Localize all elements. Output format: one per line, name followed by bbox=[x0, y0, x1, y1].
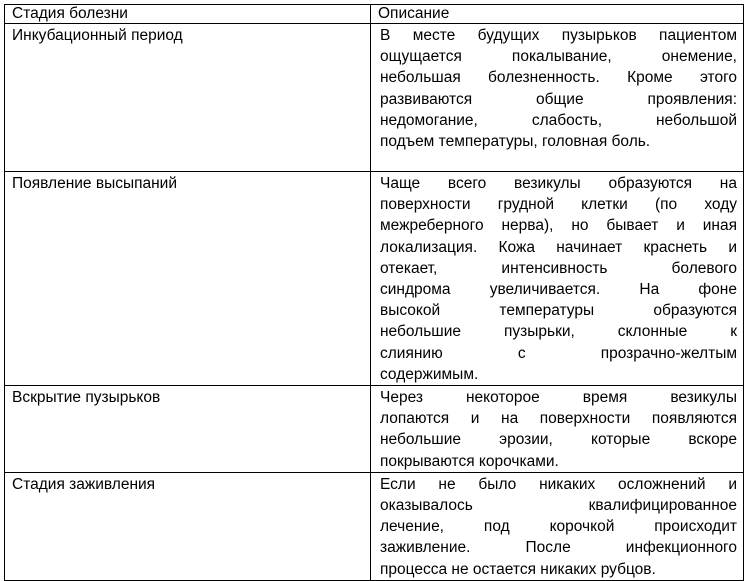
description-line: оказывалось квалифицированное bbox=[380, 497, 737, 515]
stage-name: Инкубационный период bbox=[5, 24, 371, 172]
header-description: Описание bbox=[371, 5, 744, 24]
stage-name: Вскрытие пузырьков bbox=[5, 386, 371, 473]
description-line: межреберного нерва), но бывает и иная bbox=[380, 217, 737, 235]
description-line: лопаются и на поверхности появляются bbox=[380, 410, 737, 428]
description-line: небольшие пузырьки, склонные к bbox=[380, 323, 737, 341]
description-line: отекает, интенсивность болевого bbox=[380, 259, 737, 277]
description-line: локализация. Кожа начинает краснеть и bbox=[380, 238, 737, 256]
description-line: слиянию с прозрачно-желтым bbox=[380, 344, 737, 362]
table-row bbox=[5, 472, 744, 580]
description-line: высокой температуры образуются bbox=[380, 302, 737, 320]
description-line: небольшие эрозии, которые вскоре bbox=[380, 431, 737, 449]
description-line: развиваются общие проявления: bbox=[380, 90, 737, 108]
stage-name: Стадия заживления bbox=[5, 472, 371, 580]
stage-description bbox=[371, 472, 744, 580]
description-line: процесса не остается никаких рубцов. bbox=[380, 560, 656, 578]
description-line: подъем температуры, головная боль. bbox=[380, 133, 651, 151]
disease-stages-table bbox=[4, 4, 744, 581]
description-line: покрываются корочками. bbox=[380, 452, 559, 470]
description-line: лечение, под корочкой происходит bbox=[380, 518, 737, 536]
description-line: Через некоторое время везикулы bbox=[380, 389, 737, 407]
table-row bbox=[5, 172, 744, 386]
table-header-row bbox=[5, 5, 744, 24]
description-line: содержимым. bbox=[380, 365, 479, 383]
table-row bbox=[5, 24, 744, 172]
stage-description bbox=[371, 24, 744, 172]
description-line: синдрома увеличивается. На фоне bbox=[380, 281, 737, 299]
description-line: недомогание, слабость, небольшой bbox=[380, 111, 737, 129]
description-line: В месте будущих пузырьков пациентом bbox=[380, 27, 737, 44]
header-stage: Стадия болезни bbox=[5, 5, 371, 24]
stage-description bbox=[371, 386, 744, 473]
description-line: Если не было никаких осложнений и bbox=[380, 475, 737, 493]
stage-description bbox=[371, 172, 744, 386]
description-line: ощущается покалывание, онемение, bbox=[380, 48, 737, 66]
stage-name: Появление высыпаний bbox=[5, 172, 371, 386]
description-line: заживление. После инфекционного bbox=[380, 539, 737, 557]
table-row bbox=[5, 386, 744, 473]
description-line: небольшая болезненность. Кроме этого bbox=[380, 69, 737, 87]
description-line: Чаще всего везикулы образуются на bbox=[380, 175, 737, 192]
description-line: поверхности грудной клетки (по ходу bbox=[380, 196, 737, 214]
